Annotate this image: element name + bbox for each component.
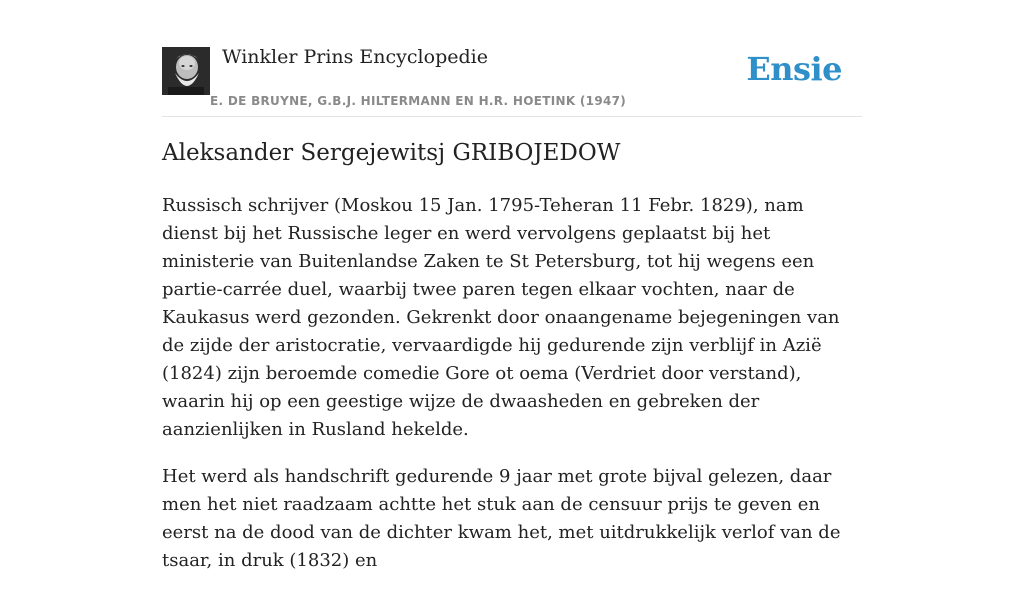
portrait-icon (162, 47, 210, 95)
source-authors: E. DE BRUYNE, G.B.J. HILTERMANN EN H.R. HOETINK (1947) (210, 94, 627, 108)
article-title: Aleksander Sergejewitsj GRIBOJEDOW (162, 140, 621, 166)
source-header (162, 0, 862, 117)
source-title[interactable]: Winkler Prins Encyclopedie (222, 46, 488, 68)
article-paragraph-2: Het werd als handschrift gedurende 9 jaar met grote bijval gelezen, daar men het niet raadzaam achtte het stuk aan de censuur prijs te geven en eerst na de dood van de dichter kwam het, met uitdrukkelijk verlof van de tsaar, in druk (1832) en (162, 466, 841, 571)
article-paragraph-1: Russisch schrijver (Moskou 15 Jan. 1795-Teheran 11 Febr. 1829), nam dienst bij het Russische leger en werd vervolgens geplaatst bij het ministerie van Buitenlandse Zaken te St Petersburg, tot hij wegens een partie-carrée duel, waarbij twee paren tegen elkaar vochten, naar de Kaukasus werd gezonden. Gekrenkt door onaangename bejegeningen van de zijde der aristocratie, vervaardigde hij gedurende zijn verblijf in Azië (1824) zijn beroemde comedie Gore ot oema (Verdriet door verstand), waarin hij op een geestige wijze de dwaasheden en gebreken der aanzienlijken in Rusland hekelde. (162, 195, 840, 440)
content-container (162, 0, 862, 571)
ensie-logo[interactable]: Ensie (746, 50, 842, 88)
source-avatar[interactable] (162, 47, 210, 95)
article-body (162, 192, 862, 594)
